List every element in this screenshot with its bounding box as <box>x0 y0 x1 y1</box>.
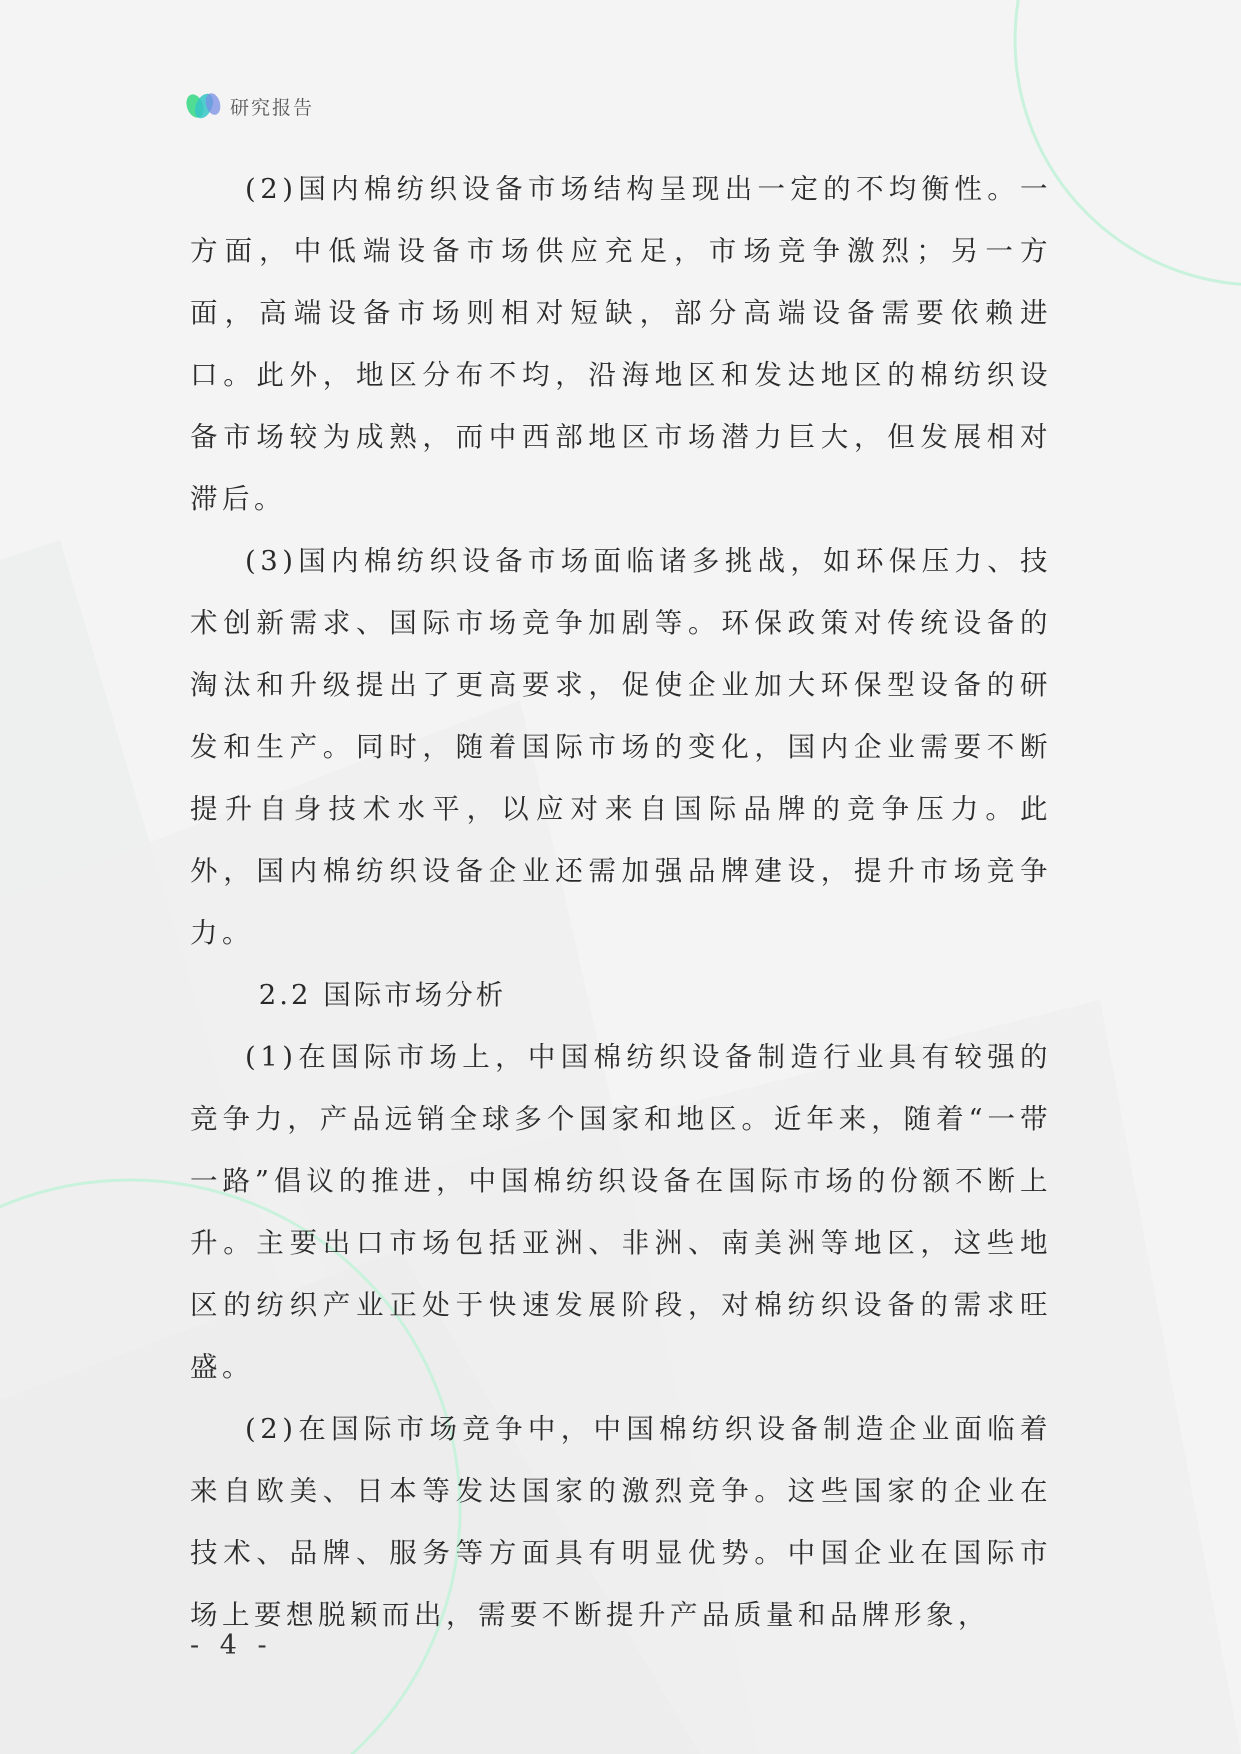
page-number: - 4 - <box>190 1630 273 1661</box>
paragraph-international-competition: (2)在国际市场竞争中，中国棉纺织设备制造企业面临着来自欧美、日本等发达国家的激烈竞争。这些国家的企业在技术、品牌、服务等方面具有明显优势。中国企业在国际市场上要想脱颖而出，需要不断提升产品质量和品牌形象， <box>190 1413 1052 1631</box>
report-type-label: 研究报告 <box>230 96 315 119</box>
report-header <box>186 89 314 123</box>
document-body <box>190 158 1052 1646</box>
brand-logo-icon <box>186 89 222 123</box>
paragraph-international-competitiveness: (1)在国际市场上，中国棉纺织设备制造行业具有较强的竞争力，产品远销全球多个国家和地区。近年来，随着“一带一路”倡议的推进，中国棉纺织设备在国际市场的份额不断上升。主要出口市场包括亚洲、非洲、南美洲等地区，这些地区的纺织产业正处于快速发展阶段，对棉纺织设备的需求旺盛。 <box>190 1041 1052 1383</box>
paragraph-domain-market-structure: (2)国内棉纺织设备市场结构呈现出一定的不均衡性。一方面，中低端设备市场供应充足，市场竞争激烈；另一方面，高端设备市场则相对短缺，部分高端设备需要依赖进口。此外，地区分布不均，沿海地区和发达地区的棉纺织设备市场较为成熟，而中西部地区市场潜力巨大，但发展相对滞后。 <box>190 173 1052 515</box>
section-heading-international-market: 2.2 国际市场分析 <box>258 979 507 1011</box>
paragraph-domain-market-challenges: (3)国内棉纺织设备市场面临诸多挑战，如环保压力、技术创新需求、国际市场竞争加剧等。环保政策对传统设备的淘汰和升级提出了更高要求，促使企业加大环保型设备的研发和生产。同时，随着国际市场的变化，国内企业需要不断提升自身技术水平，以应对来自国际品牌的竞争压力。此外，国内棉纺织设备企业还需加强品牌建设，提升市场竞争力。 <box>190 545 1052 949</box>
